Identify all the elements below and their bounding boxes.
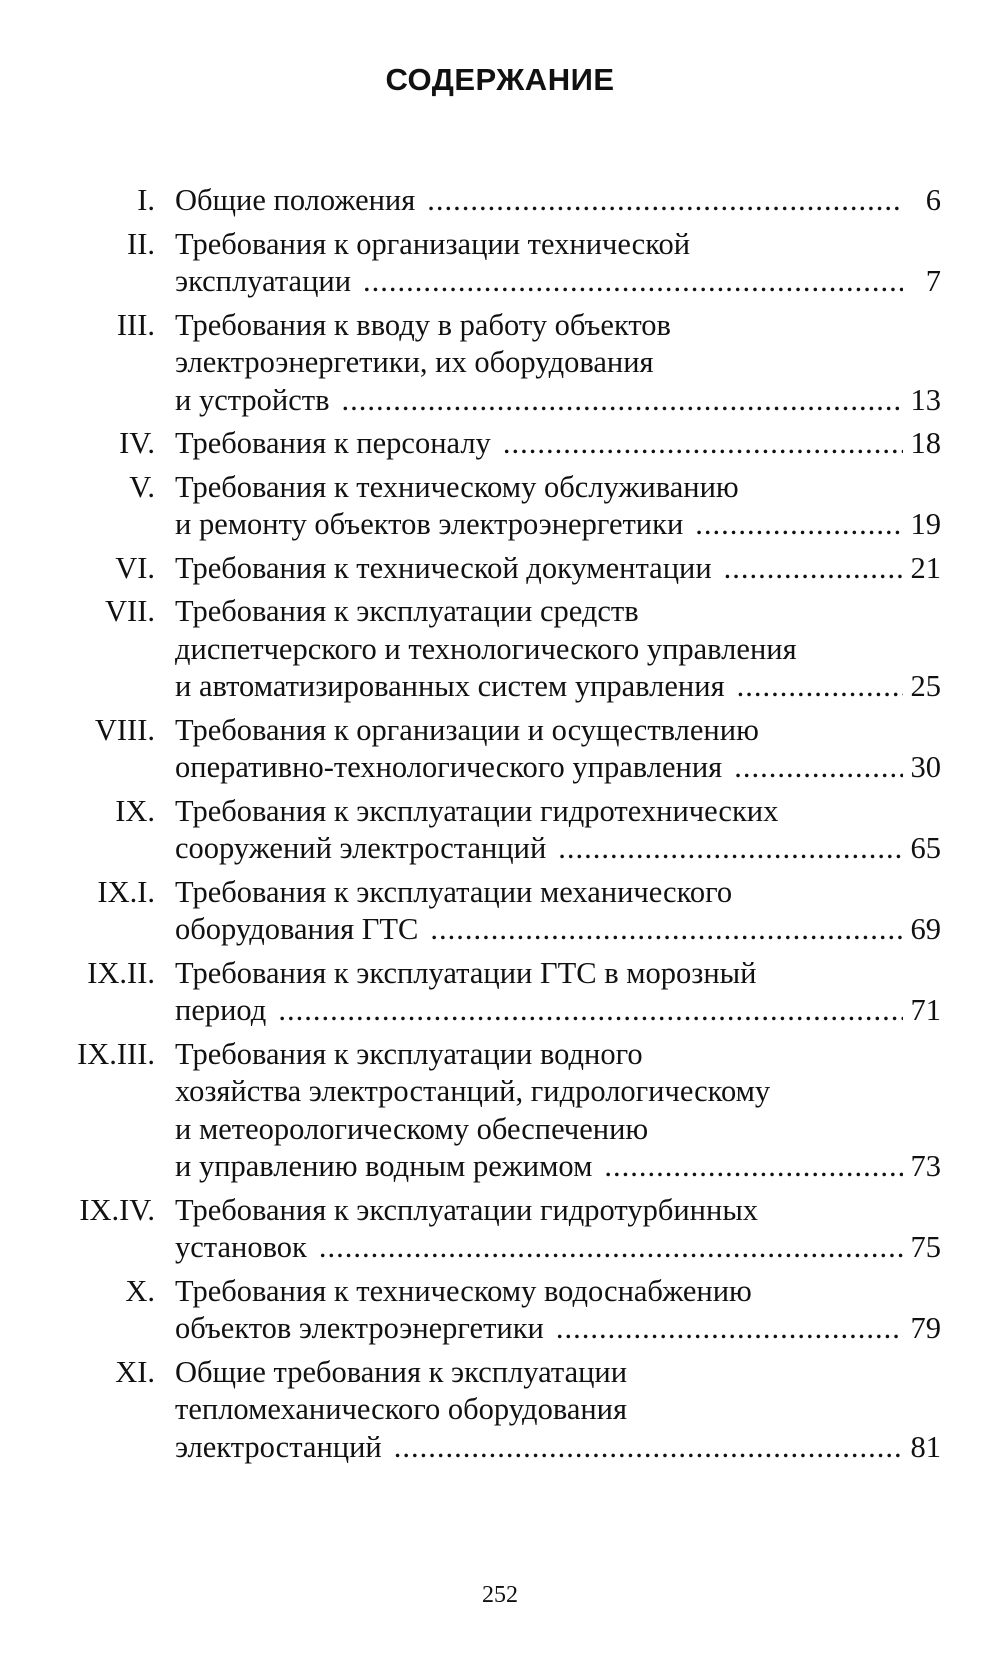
toc-entry-title-line: Требования к эксплуатации механического <box>175 874 733 909</box>
toc-entry <box>0 955 1000 1030</box>
toc-entry-page: 21 <box>910 550 941 585</box>
dot-leader <box>427 182 903 220</box>
toc-entry-body <box>175 793 941 868</box>
toc-entry-title-line: Требования к организации технической <box>175 226 691 261</box>
toc-entry <box>0 1192 1000 1267</box>
toc-entry-number: III. <box>116 307 155 342</box>
dot-leader <box>430 911 902 949</box>
toc-entry-page: 69 <box>910 912 941 946</box>
dot-leader <box>503 425 903 463</box>
toc-entry-title-line: Общие требования к эксплуатации <box>175 1354 628 1389</box>
toc-entry-last-line <box>175 182 941 220</box>
toc-entry-title-line: и устройств <box>175 382 330 417</box>
toc-entry-number: IX.II. <box>87 955 155 990</box>
toc-entry-number: VI. <box>115 550 155 585</box>
dot-leader <box>319 1229 903 1267</box>
toc-entry-title-line: оборудования ГТС <box>175 912 419 946</box>
toc-entry-title-line: Требования к персоналу <box>175 426 491 460</box>
toc-entry-number: IX.I. <box>97 874 155 909</box>
toc-entry-number: X. <box>125 1273 155 1308</box>
page-number: 252 <box>482 1582 518 1608</box>
toc-entry-number: IX.III. <box>77 1036 155 1071</box>
toc-entry-title-line: Требования к эксплуатации средств <box>175 594 639 628</box>
dot-leader <box>394 1429 903 1467</box>
toc-entry <box>0 307 1000 420</box>
toc-entry <box>0 1273 1000 1348</box>
toc-entry-title-line: тепломеханического оборудования <box>175 1392 628 1426</box>
toc-entry-title-line: Требования к эксплуатации гидротехнических <box>175 793 779 828</box>
toc-entry-last-line <box>175 911 941 949</box>
toc-entry-last-line <box>175 1429 941 1467</box>
toc-entry-title-line: объектов электроэнергетики <box>175 1311 544 1345</box>
dot-leader <box>278 992 902 1030</box>
toc-entry-title-line: Требования к техническому обслуживанию <box>175 469 739 504</box>
toc-entry-title-line: Требования к эксплуатации ГТС в морозный <box>175 955 757 990</box>
toc-entry-page: 65 <box>910 831 941 865</box>
toc-entry-page: 81 <box>910 1429 941 1464</box>
toc-entry-number: XI. <box>115 1354 155 1389</box>
toc-entry-page: 75 <box>910 1230 941 1264</box>
toc-entry-page: 6 <box>925 183 941 217</box>
toc-entry-title-line: Требования к вводу в работу объектов <box>175 307 671 342</box>
toc-entry-page: 18 <box>910 426 941 460</box>
toc-entry-last-line <box>175 506 941 544</box>
toc-entry-body <box>175 1036 941 1186</box>
toc-entry-title-line: диспетчерского и технологического управления <box>175 631 797 666</box>
toc-entry-last-line <box>175 1148 941 1186</box>
toc-entry-last-line <box>175 992 941 1030</box>
toc-entry-body <box>175 550 941 588</box>
toc-entry-body <box>175 1192 941 1267</box>
toc-entry-last-line <box>175 382 941 420</box>
toc-entry-body <box>175 1273 941 1348</box>
toc-entry-body <box>175 226 941 301</box>
dot-leader <box>556 1310 903 1348</box>
toc-entry-body <box>175 425 941 463</box>
toc-entry-number: IX. <box>115 793 155 828</box>
toc-entry-number: I. <box>137 183 155 217</box>
toc-entry-last-line <box>175 1229 941 1267</box>
toc-entry-number: II. <box>127 226 155 261</box>
toc-entry-page: 13 <box>910 382 941 417</box>
toc-entry-number: V. <box>129 469 155 504</box>
toc-entry-title-line: оперативно-технологического управления <box>175 750 723 784</box>
page-title: СОДЕРЖАНИЕ <box>385 62 615 97</box>
toc-entry-title-line: и автоматизированных систем управления <box>175 669 725 703</box>
dot-leader <box>734 749 902 787</box>
toc-entry-number: IV. <box>119 426 155 460</box>
toc-entry-title-line: электростанций <box>175 1429 382 1464</box>
toc-entry-page: 7 <box>925 264 941 298</box>
toc-entry-last-line <box>175 830 941 868</box>
toc-entry-title-line: установок <box>175 1230 307 1264</box>
toc-entry-page: 19 <box>910 507 941 541</box>
toc-entry-body <box>175 182 941 220</box>
toc-entry <box>0 712 1000 787</box>
toc-entry-title-line: Требования к техническому водоснабжению <box>175 1273 752 1308</box>
dot-leader <box>558 830 902 868</box>
toc-entry <box>0 425 1000 463</box>
toc-entry <box>0 1354 1000 1467</box>
toc-entry-page: 30 <box>910 750 941 784</box>
toc-entry-title-line: Требования к технической документации <box>175 550 712 585</box>
toc-entry-title-line: период <box>175 993 267 1027</box>
dot-leader <box>695 506 902 544</box>
toc-entry-body <box>175 469 941 544</box>
dot-leader <box>342 382 903 420</box>
toc-entry-page: 25 <box>910 669 941 703</box>
toc-entry-title-line: Общие положения <box>175 183 416 217</box>
toc-entry-title-line: сооружений электростанций <box>175 831 547 865</box>
dot-leader <box>737 668 903 706</box>
toc-entry <box>0 874 1000 949</box>
toc-entry <box>0 182 1000 220</box>
toc-entry <box>0 793 1000 868</box>
toc-entry-last-line <box>175 425 941 463</box>
toc-entry-last-line <box>175 263 941 301</box>
toc-entry-title-line: электроэнергетики, их оборудования <box>175 345 654 379</box>
toc-entry <box>0 550 1000 588</box>
toc-entry <box>0 593 1000 706</box>
toc-entry-title-line: Требования к организации и осуществлению <box>175 712 759 747</box>
toc-entry <box>0 226 1000 301</box>
toc-entry <box>0 1036 1000 1186</box>
toc-entry-page: 71 <box>910 993 941 1027</box>
dot-leader <box>604 1148 902 1186</box>
toc-entry-title-line: Требования к эксплуатации гидротурбинных <box>175 1192 759 1227</box>
toc-entry-last-line <box>175 1310 941 1348</box>
dot-leader <box>363 263 903 301</box>
table-of-contents <box>0 182 1000 1472</box>
toc-entry-title-line: эксплуатации <box>175 264 352 298</box>
toc-entry-last-line <box>175 749 941 787</box>
toc-entry <box>0 469 1000 544</box>
toc-entry-number: IX.IV. <box>79 1192 155 1227</box>
toc-entry-number: VII. <box>105 594 155 628</box>
toc-entry-number: VIII. <box>94 712 155 747</box>
toc-entry-body <box>175 593 941 706</box>
toc-entry-title-line: и ремонту объектов электроэнергетики <box>175 507 684 541</box>
toc-entry-title-line: и управлению водным режимом <box>175 1149 593 1183</box>
toc-entry-last-line <box>175 668 941 706</box>
toc-entry-title-line: хозяйства электростанций, гидрологическому <box>175 1074 771 1108</box>
toc-entry-page: 79 <box>910 1311 941 1345</box>
toc-entry-title-line: и метеорологическому обеспечению <box>175 1111 649 1146</box>
toc-entry-body <box>175 307 941 420</box>
toc-entry-body <box>175 712 941 787</box>
toc-entry-body <box>175 1354 941 1467</box>
toc-entry-last-line <box>175 550 941 588</box>
toc-entry-body <box>175 874 941 949</box>
toc-entry-body <box>175 955 941 1030</box>
toc-entry-page: 73 <box>910 1149 941 1183</box>
dot-leader <box>724 550 903 588</box>
toc-entry-title-line: Требования к эксплуатации водного <box>175 1036 643 1071</box>
